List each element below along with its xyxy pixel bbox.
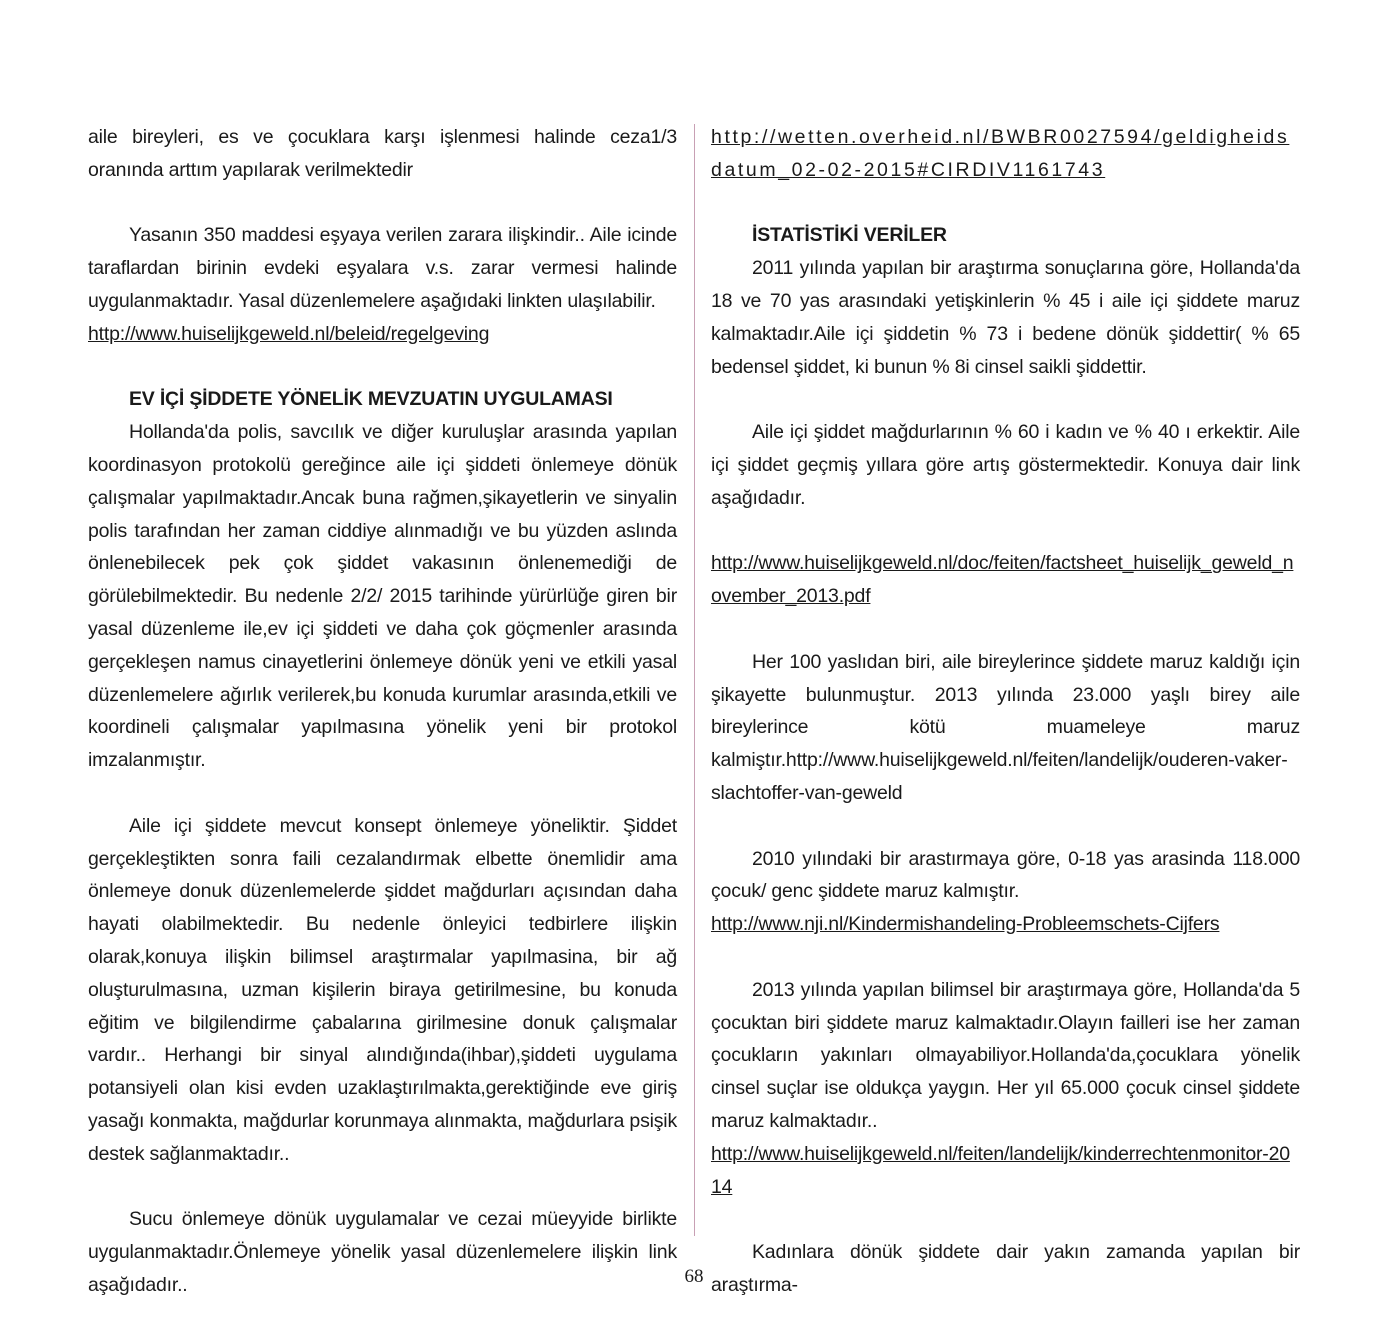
paragraph-gap <box>711 613 1300 646</box>
right-column <box>711 121 1300 1302</box>
paragraph: Aile içi şiddet mağdurlarının % 60 i kadın ve % 40 ı erkektir. Aile içi şiddet geçmiş yıllara göre artış göstermektedir. Konuya dair link aşağıdadır. <box>711 421 1300 509</box>
regelgeving-link[interactable]: http://www.huiselijkgeweld.nl/beleid/regelgeving <box>88 322 490 345</box>
paragraph: Hollanda'da polis, savcılık ve diğer kuruluşlar arasında yapılan koordinasyon protokolü gereğince aile içi şiddeti önlemeye dönük çalışmalar yapılmaktadır.Ancak buna rağmen,şikayetlerin ve sinyalin polis tarafından her zaman ciddiye alınmadığı ve bu yüzden aslında önlenebilecek pek çok şiddet vakasının önlenemediği de görülebilmektedir. Bu nedenle 2/2/ 2015 tarihinde yürürlüğe giren bir yasal düzenleme ile,ev içi şiddeti ve daha çok göçmenler arasında gerçekleşen namus cinayetlerini önlemeye dönük yeni ve etkili yasal düzenlemelere ağırlık verilerek,bu konuda kurumlar arasında,etkili ve koordineli çalışmalar yapılmasına yönelik yeni bir protokol imzalanmıştır. <box>88 421 677 772</box>
page-number: 68 <box>684 1266 704 1287</box>
paragraph-gap <box>711 383 1300 416</box>
paragraph-gap <box>88 777 677 810</box>
wetten-link[interactable]: http://wetten.overheid.nl/BWBR0027594/geldigheidsdatum_02-02-2015#CIRDIV1161743 <box>711 126 1290 181</box>
section-heading: İSTATİSTİKİ VERİLER <box>752 224 947 247</box>
column-divider <box>694 124 695 1236</box>
paragraph-gap <box>711 515 1300 548</box>
paragraph-gap <box>711 810 1300 843</box>
paragraph: 2010 yılındaki bir arastırmaya göre, 0-18 yas arasinda 118.000 çocuk/ genc şiddete maruz kalmıştır. <box>711 847 1300 903</box>
paragraph: Aile içi şiddete mevcut konsept önlemeye yöneliktir. Şiddet gerçekleştikten sonra faili cezalandırmak elbette önemlidir ama önlemeye donuk düzenlemelerde şiddet mağdurları açısından daha hayati olabilmektedir. Bu nedenle önleyici tedbirlere ilişkin olarak,konuya ilişkin bilimsel araştırmalar yapılmasina, bir ağ oluşturulmasına, uzman kişilerin biraya getirilmesine, bu konuda eğitim ve bilgilendirme çabalarına girilmesine donuk çalışmalar vardır.. Herhangi bir sinyal alındığında(ihbar),şiddeti uygulama potansiyeli olan kisi evden uzaklaştırılmakta,gerektiğinde eve giriş yasağı konmakta, mağdurlar korunmaya alınmakta, mağdurlara psişik destek sağlanmaktadır.. <box>88 814 677 1165</box>
nji-link[interactable]: http://www.nji.nl/Kindermishandeling-Probleemschets-Cijfers <box>711 913 1220 936</box>
paragraph-gap <box>711 187 1300 220</box>
left-column <box>88 121 677 1302</box>
kinderrechtenmonitor-link[interactable]: http://www.huiselijkgeweld.nl/feiten/landelijk/kinderrechtenmonitor-2014 <box>711 1142 1290 1198</box>
paragraph: Kadınlara dönük şiddete dair yakın zamanda yapılan bir araştırma- <box>711 1241 1300 1296</box>
paragraph-gap <box>88 351 677 384</box>
paragraph: Her 100 yaslıdan biri, aile bireylerince şiddete maruz kaldığı için şikayette bulunmuştur. 2013 yılında 23.000 yaşlı birey aile bireylerince kötü muameleye maruz kalmiştır.http://www.huiselijkgeweld.nl/feiten/landelijk/ouderen-vaker-slachtoffer-van-geweld <box>711 650 1300 804</box>
paragraph: 2013 yılında yapılan bilimsel bir araştırmaya göre, Hollanda'da 5 çocuktan biri şiddete maruz kalmaktadır.Olayın failleri ise her zaman çocukların yakınları olmayabiliyor.Hollanda'da,çocuklara yönelik cinsel suçlar ise oldukça yaygın. Her yıl 65.000 çocuk cinsel şiddete maruz kalmaktadır.. <box>711 978 1300 1132</box>
paragraph-gap <box>88 187 677 220</box>
paragraph-gap <box>88 1171 677 1204</box>
section-heading: EV İÇİ ŞİDDETE YÖNELİK MEVZUATIN UYGULAMASI <box>129 388 613 411</box>
factsheet-link[interactable]: http://www.huiselijkgeweld.nl/doc/feiten/factsheet_huiselijk_geweld_november_2013.pdf <box>711 552 1294 608</box>
paragraph: Yasanın 350 maddesi eşyaya verilen zarara ilişkindir.. Aile icinde taraflardan birinin evdeki eşyalara v.s. zarar vermesi halinde uygulanmaktadır. Yasal düzenlemelere aşağıdaki linkten ulaşılabilir. <box>88 224 677 312</box>
paragraph: aile bireyleri, es ve çocuklara karşı işlenmesi halinde ceza1/3 oranında arttım yapılarak verilmektedir <box>88 126 677 181</box>
paragraph-gap <box>711 941 1300 974</box>
paragraph: 2011 yılında yapılan bir araştırma sonuçlarına göre, Hollanda'da 18 ve 70 yas arasındaki yetişkinlerin % 45 i aile içi şiddete maruz kalmaktadır.Aile içi şiddetin % 73 i bedene dönük şiddettir( % 65 bedensel şiddet, ki bunun % 8i cinsel saikli şiddettir. <box>711 257 1300 378</box>
paragraph-gap <box>711 1203 1300 1236</box>
paragraph: Sucu önlemeye dönük uygulamalar ve cezai müeyyide birlikte uygulanmaktadır.Önlemeye yönelik yasal düzenlemelere ilişkin link aşağıdadır.. <box>88 1208 677 1296</box>
